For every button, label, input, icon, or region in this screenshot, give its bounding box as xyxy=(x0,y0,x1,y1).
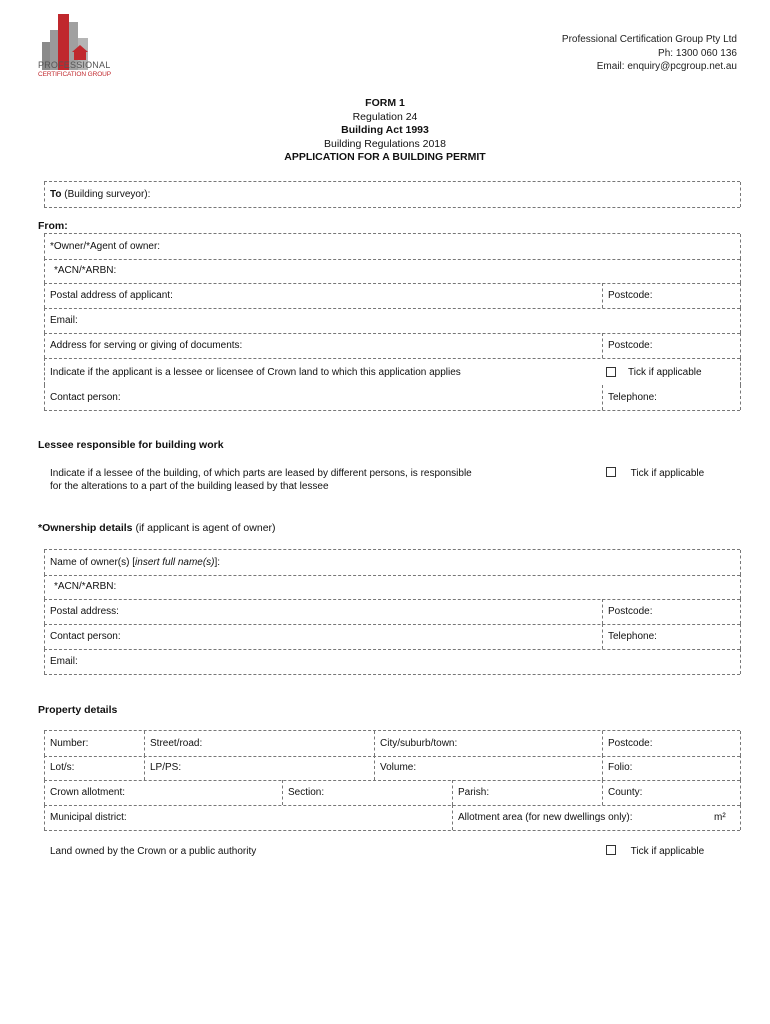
owner-acn-row[interactable] xyxy=(44,574,740,600)
property-municipal-row[interactable] xyxy=(44,805,740,831)
county-label: County: xyxy=(608,787,643,798)
lessee-checkbox[interactable] xyxy=(606,467,616,477)
property-postcode-label: Postcode: xyxy=(608,738,653,749)
crown-land-text: Land owned by the Crown or a public authority xyxy=(50,846,257,857)
email-label: Email: xyxy=(50,315,78,326)
owner-name-hint: insert full name(s) xyxy=(135,557,215,568)
owner-contact-row[interactable] xyxy=(44,624,740,650)
lessee-tick-label: Tick if applicable xyxy=(630,468,705,479)
crown-allotment-label: Crown allotment: xyxy=(50,787,126,798)
from-label: From: xyxy=(38,220,68,232)
service-address-label: Address for serving or giving of documents: xyxy=(50,340,243,351)
logo-line-2: CERTIFICATION GROUP xyxy=(38,71,111,78)
owner-name-close: ]: xyxy=(214,557,221,568)
tick-label: Tick if applicable xyxy=(628,367,702,378)
acn-field-row[interactable] xyxy=(44,258,740,284)
number-label: Number: xyxy=(50,738,89,749)
postcode-label: Postcode: xyxy=(608,290,653,301)
regulations: Building Regulations 2018 xyxy=(323,137,446,150)
folio-label: Folio: xyxy=(608,762,633,773)
section-label: Section: xyxy=(288,787,325,798)
ownership-heading-note: (if applicant is agent of owner) xyxy=(132,522,276,534)
lessee-applicant-text: Indicate if the applicant is a lessee or licensee of Crown land to which this application applies xyxy=(50,367,461,378)
lessee-applicant-row xyxy=(44,358,740,385)
crown-land-tick-label: Tick if applicable xyxy=(630,846,705,857)
owner-acn-label: *ACN/*ARBN: xyxy=(54,581,117,592)
crown-land-checkbox[interactable] xyxy=(606,845,616,855)
regulation: Regulation 24 xyxy=(352,110,418,123)
company-info xyxy=(562,33,737,74)
contact-person-label: Contact person: xyxy=(50,392,121,403)
street-label: Street/road: xyxy=(150,738,203,749)
lots-label: Lot/s: xyxy=(50,762,75,773)
lessee-heading: Lessee responsible for building work xyxy=(38,439,224,451)
form-heading: APPLICATION FOR A BUILDING PERMIT xyxy=(284,151,486,163)
owner-name-label: Name of owner(s) [ xyxy=(50,557,136,568)
lessee-text xyxy=(50,467,472,493)
company-name: Professional Certification Group Pty Ltd xyxy=(561,34,737,45)
owner-contact-label: Contact person: xyxy=(50,631,121,642)
owner-field-row[interactable] xyxy=(44,233,740,260)
postal-address-label: Postal address of applicant: xyxy=(50,290,173,301)
contact-row[interactable] xyxy=(44,385,740,411)
company-phone: Ph: 1300 060 136 xyxy=(658,47,737,59)
email-field-row[interactable] xyxy=(44,308,740,334)
municipal-label: Municipal district: xyxy=(50,812,127,823)
postal-field-row[interactable] xyxy=(44,283,740,309)
to-field-row[interactable] xyxy=(44,181,740,208)
owner-telephone-label: Telephone: xyxy=(608,631,657,642)
owner-postal-label: Postal address: xyxy=(50,606,119,617)
service-address-row[interactable] xyxy=(44,333,740,359)
owner-label: *Owner/*Agent of owner: xyxy=(50,241,161,252)
owner-email-label: Email: xyxy=(50,656,78,667)
parish-label: Parish: xyxy=(458,787,490,798)
lessee-applicant-checkbox[interactable] xyxy=(606,367,616,377)
property-crown-row[interactable] xyxy=(44,780,740,806)
act: Building Act 1993 xyxy=(341,124,429,136)
owner-email-row[interactable] xyxy=(44,649,740,675)
lpps-label: LP/PS: xyxy=(150,762,182,773)
ownership-heading-bold: *Ownership details xyxy=(38,522,133,534)
lessee-text-line-2: for the alterations to a part of the building leased by that lessee xyxy=(50,481,329,492)
property-title-row[interactable] xyxy=(44,755,740,781)
logo-line-1: PROFESSIONAL xyxy=(38,60,111,70)
to-surveyor-label: (Building surveyor): xyxy=(61,189,151,200)
to-label: To xyxy=(50,189,62,200)
ownership-heading xyxy=(38,522,276,534)
property-heading: Property details xyxy=(38,704,118,716)
form-number: FORM 1 xyxy=(365,97,405,109)
city-label: City/suburb/town: xyxy=(380,738,458,749)
company-email: Email: enquiry@pcgroup.net.au xyxy=(596,61,737,72)
postcode-label-2: Postcode: xyxy=(608,340,653,351)
property-address-row[interactable] xyxy=(44,730,740,757)
allotment-area-label: Allotment area (for new dwellings only): xyxy=(458,812,633,823)
form-title-block xyxy=(0,97,770,165)
telephone-label: Telephone: xyxy=(608,392,657,403)
owner-name-row[interactable] xyxy=(44,549,740,576)
volume-label: Volume: xyxy=(380,762,417,773)
acn-label: *ACN/*ARBN: xyxy=(54,265,117,276)
lessee-text-line-1: Indicate if a lessee of the building, of which parts are leased by different persons, is responsible xyxy=(50,468,472,479)
owner-postal-row[interactable] xyxy=(44,599,740,625)
area-unit: m² xyxy=(714,812,726,823)
owner-postcode-label: Postcode: xyxy=(608,606,653,617)
